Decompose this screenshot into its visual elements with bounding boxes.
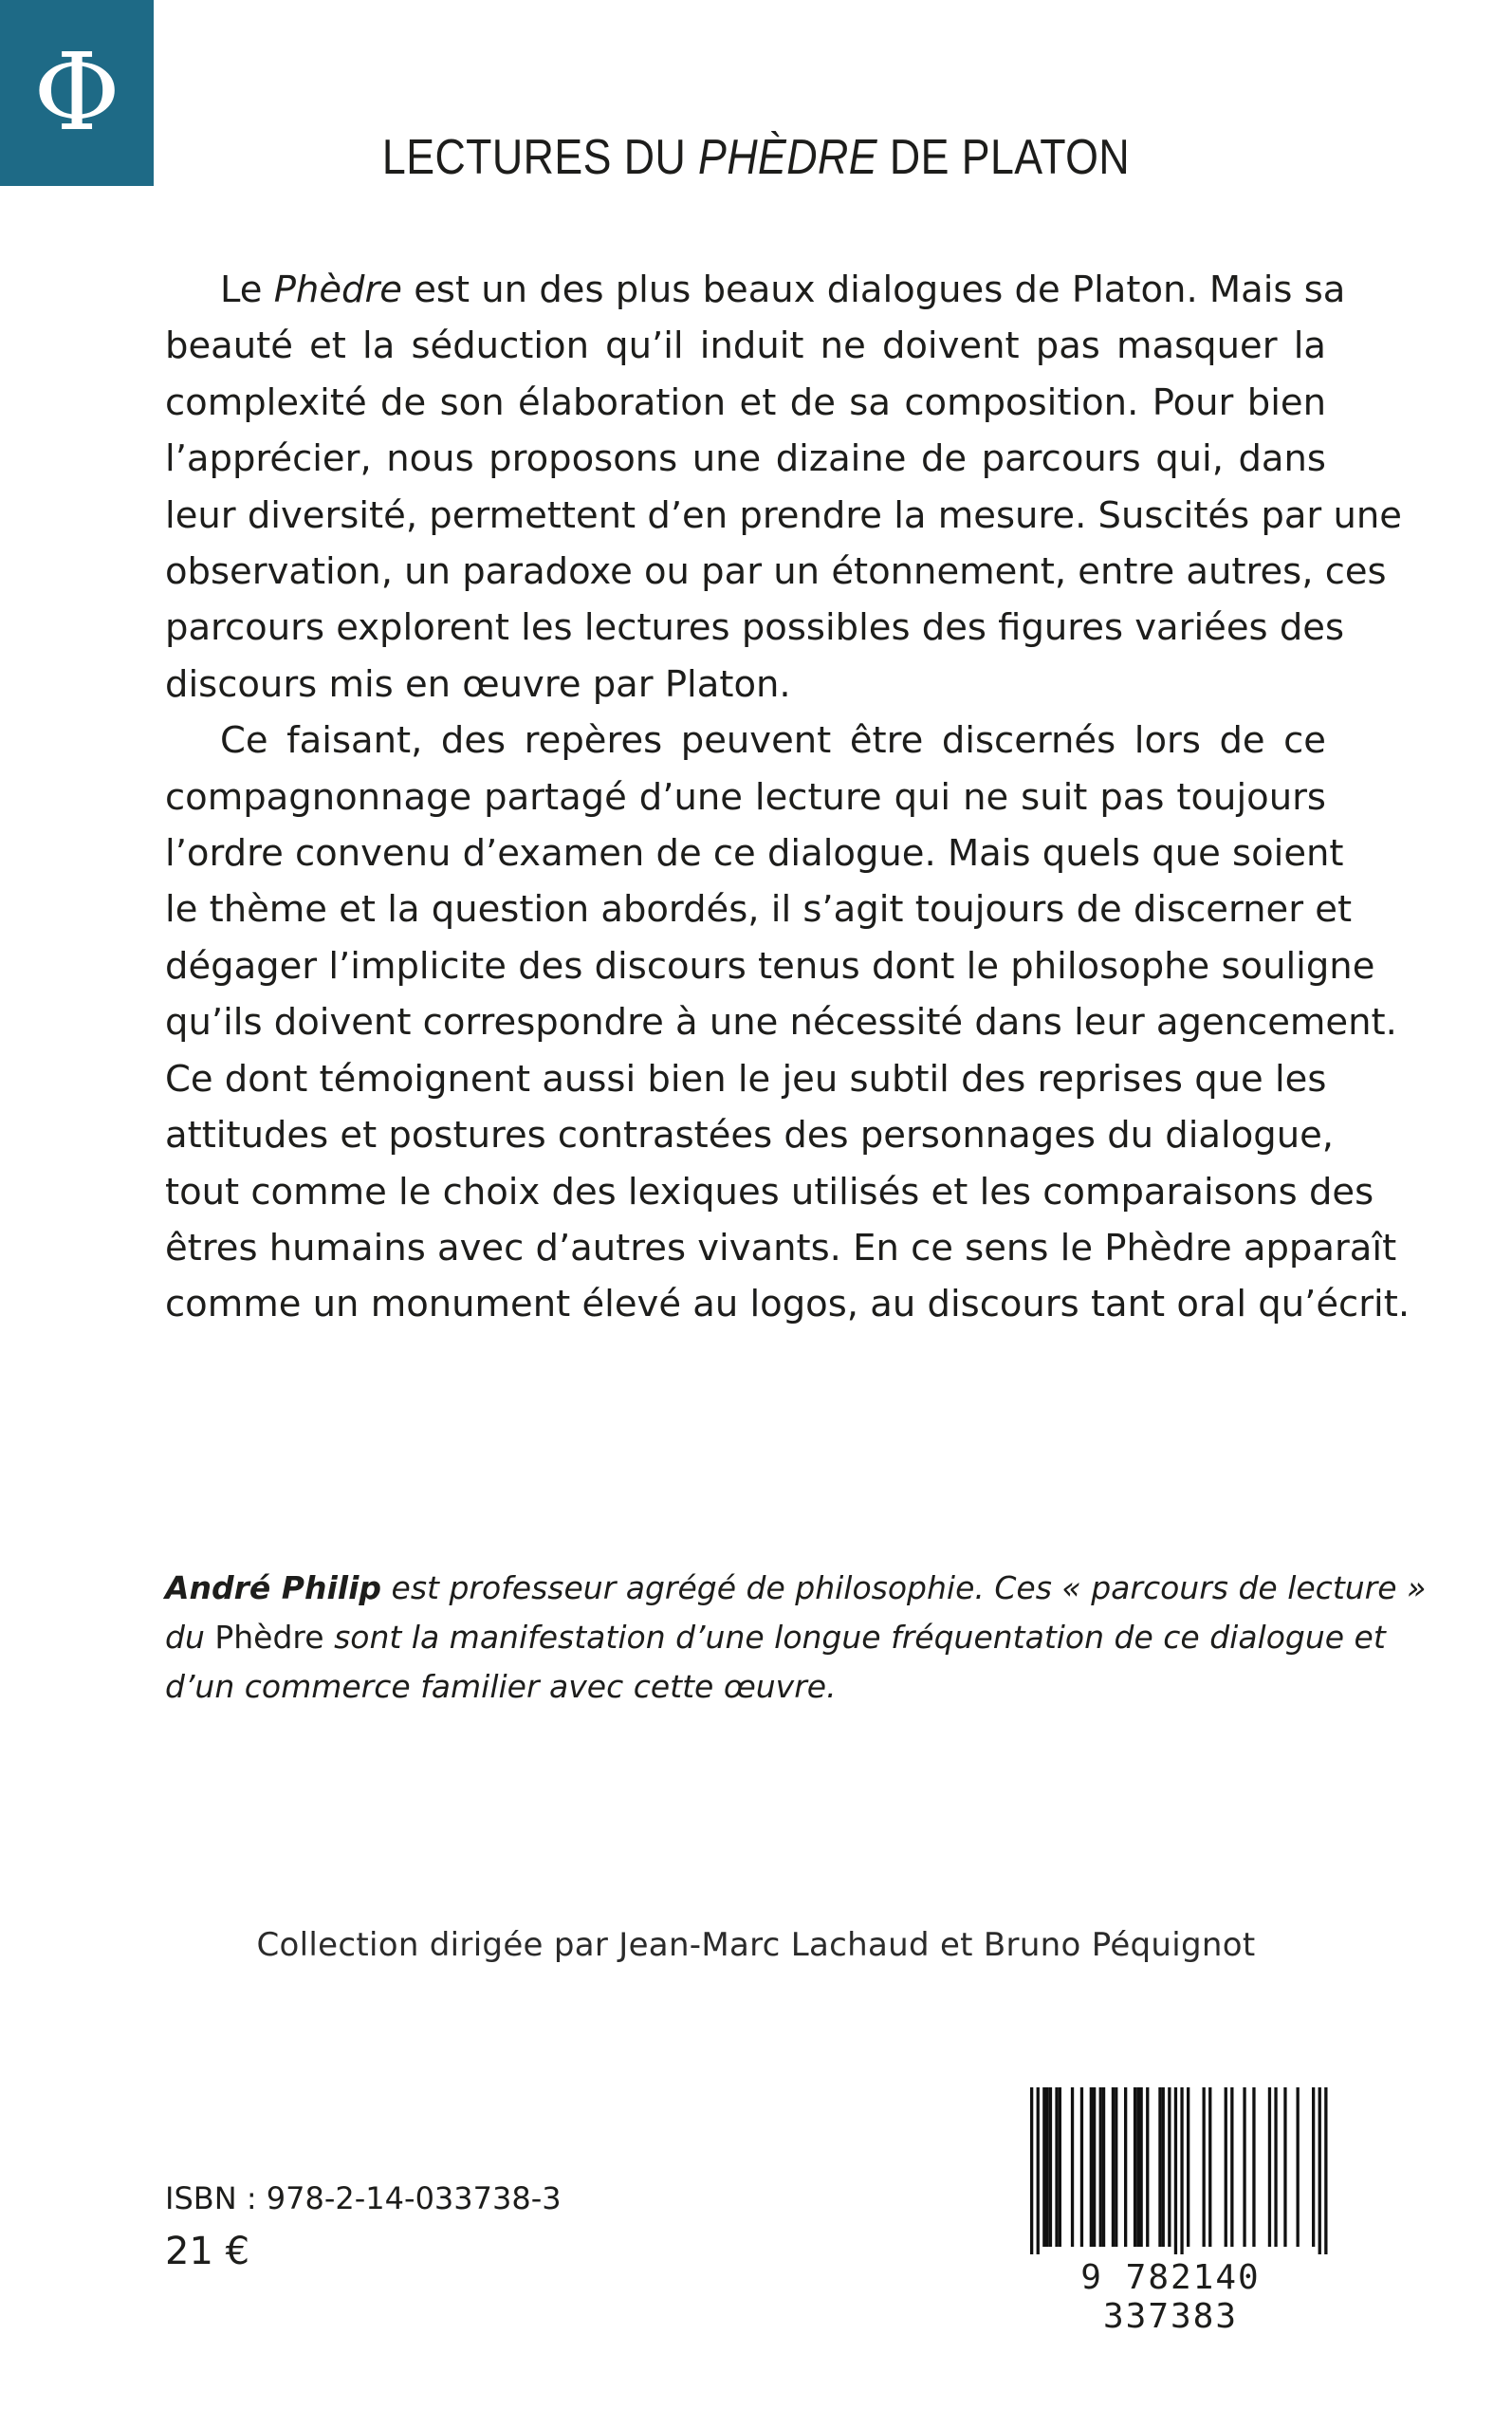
barcode-bar <box>1059 2087 1061 2247</box>
barcode-bar <box>1037 2087 1040 2254</box>
barcode-bar <box>1324 2087 1327 2254</box>
barcode-bar <box>1187 2087 1189 2247</box>
collection-credit: Collection dirigée par Jean-Marc Lachaud et Bruno Péquignot <box>256 1926 1256 1964</box>
barcode-bar <box>1140 2087 1143 2247</box>
barcode-bar <box>1225 2087 1227 2247</box>
title-italic: PHÈDRE <box>698 130 878 185</box>
author-bio: André Philip est professeur agrégé de philosophie. Ces « parcours de lecture » du Phèdre sont la manifestation d’une longue fréquentation de ce dialogue et d’un commerce familier avec cette œuvre. <box>165 1569 1427 1705</box>
barcode <box>1009 2087 1332 2336</box>
barcode-bar <box>1208 2087 1211 2247</box>
phi-logo-icon: Φ <box>33 31 120 155</box>
barcode-bar <box>1318 2087 1321 2254</box>
barcode-bar <box>1297 2087 1300 2247</box>
paragraph-1: Le Phèdre est un des plus beaux dialogues de Platon. Mais sa beauté et la séduction qu’il induit ne doivent pas masquer la complexité de son élaboration et de sa composition. Pour bien l’apprécier, nous proposons une dizaine de parcours qui, dans leur diversité, permettent d’en prendre la mesure. Suscités par une observation, un paradoxe ou par un étonnement, entre autres, ces parcours explorent les lectures possibles des figures variées des discours mis en œuvre par Platon. <box>165 269 1402 706</box>
barcode-digits: 9 782140 337383 <box>1080 2258 1261 2336</box>
barcode-bar <box>1115 2087 1117 2247</box>
barcode-bar <box>1099 2087 1102 2247</box>
barcode-bar <box>1093 2087 1096 2247</box>
barcode-bar <box>1158 2087 1161 2247</box>
barcode-bar <box>1134 2087 1136 2247</box>
barcode-bar <box>1090 2087 1093 2247</box>
barcode-bar <box>1268 2087 1271 2247</box>
barcode-bar <box>1162 2087 1165 2247</box>
barcode-bars <box>1009 2087 1332 2254</box>
author-name: André Philip <box>165 1569 382 1606</box>
barcode-bar <box>1112 2087 1115 2247</box>
barcode-bar <box>1042 2087 1045 2247</box>
barcode-bar <box>1071 2087 1074 2247</box>
barcode-bar <box>1283 2087 1286 2247</box>
barcode-bar <box>1168 2087 1171 2247</box>
barcode-bar <box>1274 2087 1277 2247</box>
barcode-bar <box>1174 2087 1177 2254</box>
barcode-bar <box>1049 2087 1052 2247</box>
barcode-bar <box>1312 2087 1315 2247</box>
barcode-bar <box>1030 2087 1033 2254</box>
price: 21 € <box>165 2230 250 2273</box>
isbn: ISBN : 978-2-14-033738-3 <box>165 2180 562 2216</box>
barcode-bar <box>1136 2087 1139 2247</box>
book-title: LECTURES DU PHÈDRE DE PLATON <box>381 130 1131 185</box>
paragraph-2: Ce faisant, des repères peuvent être discernés lors de ce compagnonnage partagé d’une lecture qui ne suit pas toujours l’ordre convenu d’examen de ce dialogue. Mais quels que soient le thème et la question abordés, il s’agit toujours de discerner et dégager l’implicite des discours tenus dont le philosophe souligne qu’ils doivent correspondre à une nécessité dans leur agencement. Ce dont témoignent aussi bien le jeu subtil des reprises que les attitudes et postures contrastées des personnages du dialogue, tout comme le choix des lexiques utilisés et les comparaisons des êtres humains avec d’autres vivants. En ce sens le Phèdre apparaît comme un monument élevé au logos, au discours tant oral qu’écrit. <box>165 719 1411 1326</box>
barcode-bar <box>1230 2087 1233 2247</box>
barcode-bar <box>1203 2087 1206 2247</box>
barcode-bar <box>1146 2087 1149 2247</box>
barcode-bar <box>1243 2087 1245 2247</box>
barcode-bar <box>1252 2087 1255 2247</box>
barcode-bar <box>1124 2087 1127 2247</box>
barcode-bar <box>1055 2087 1058 2247</box>
blurb <box>165 262 1411 1333</box>
barcode-bar <box>1180 2087 1183 2254</box>
barcode-bar <box>1046 2087 1049 2247</box>
barcode-bar <box>1080 2087 1083 2247</box>
barcode-bar <box>1102 2087 1105 2247</box>
